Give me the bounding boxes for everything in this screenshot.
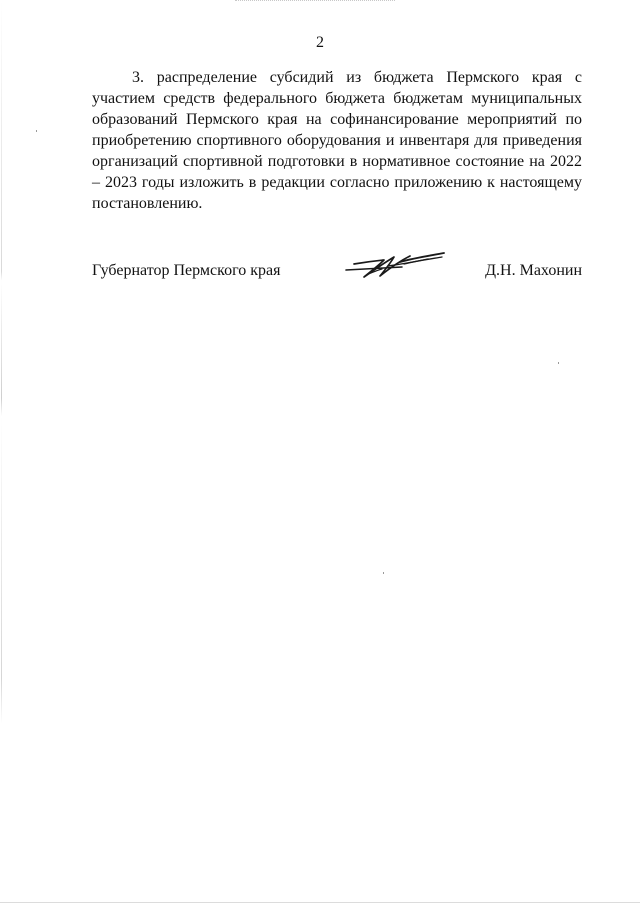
scan-artifact-left (1, 0, 2, 905)
signature-block (92, 262, 582, 284)
scan-speck (558, 362, 559, 364)
signatory-name: Д.Н. Махонин (485, 262, 582, 279)
signatory-title: Губернатор Пермского края (92, 262, 281, 279)
body-paragraph: 3. распределение субсидий из бюджета Пермского края с участием средств федерального бюджета бюджетам муниципальных образований Пермского края на софинансирование мероприятий по приобретению спортивного оборудования и инвентаря для приведения организаций спортивной подготовки в нормативное состояние на 2022 – 2023 годы изложить в редакции согласно приложению к настоящему постановлению. (92, 69, 582, 212)
scan-speck (36, 130, 37, 132)
scan-speck (383, 572, 384, 574)
scan-artifact-top (235, 0, 395, 2)
page-number: 2 (316, 34, 324, 51)
handwritten-signature-icon (344, 248, 448, 282)
scan-artifact-bottom (0, 902, 640, 903)
